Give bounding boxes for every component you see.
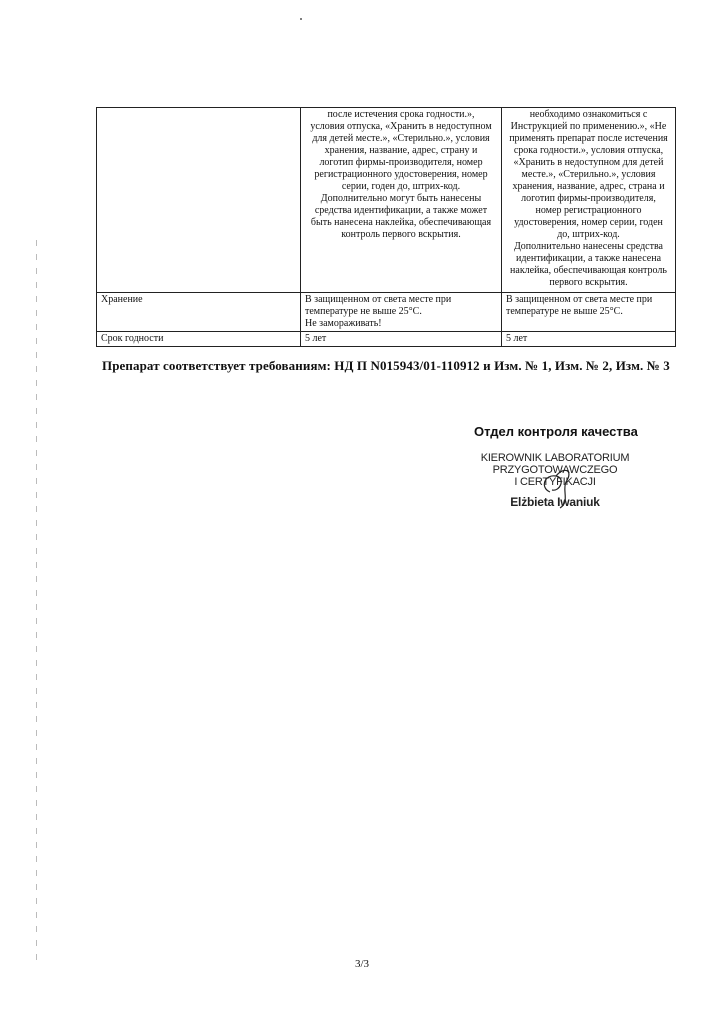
handwritten-signature bbox=[530, 462, 590, 512]
text-line: 5 лет bbox=[305, 333, 327, 344]
text-line: В защищенном от света месте при bbox=[305, 294, 452, 305]
text-line: температуре не выше 25°С. bbox=[506, 306, 623, 317]
specification-table bbox=[96, 107, 676, 347]
row-requirement bbox=[301, 293, 502, 332]
text-line: хранения, название, адрес, страну и bbox=[324, 145, 478, 156]
row-result bbox=[502, 108, 676, 293]
stamp-line: I CERTYFIKACJI bbox=[514, 476, 596, 488]
row-requirement bbox=[301, 108, 502, 293]
text-line: хранения, название, адрес, страна и bbox=[512, 181, 665, 192]
row-result bbox=[502, 332, 676, 347]
quality-control-department: Отдел контроля качества bbox=[474, 424, 638, 439]
text-line: логотип фирмы-производителя, номер bbox=[319, 157, 483, 168]
stamp-line: PRZYGOTOWAWCZEGO bbox=[492, 464, 618, 476]
row-label-storage: Хранение bbox=[97, 293, 301, 332]
stamp-name: Elżbieta Iwaniuk bbox=[510, 495, 600, 509]
text-line: первого вскрытия. bbox=[549, 277, 628, 288]
table-row bbox=[97, 108, 676, 293]
text-line: 5 лет bbox=[506, 333, 528, 344]
text-line: удостоверения, номер серии, годен bbox=[514, 217, 663, 228]
row-label-shelf-life: Срок годности bbox=[97, 332, 301, 347]
text-line: Дополнительно могут быть нанесены bbox=[320, 193, 482, 204]
text-line: необходимо ознакомиться с bbox=[529, 109, 648, 120]
text-line: В защищенном от света месте при bbox=[506, 294, 653, 305]
text-line: идентификации, а также нанесена bbox=[515, 253, 662, 264]
scan-edge-line bbox=[36, 240, 37, 960]
scan-dot bbox=[300, 18, 302, 20]
text-line: Инструкцией по применению.», «Не bbox=[510, 121, 667, 132]
text-line: быть нанесена наклейка, обеспечивающая bbox=[310, 217, 492, 228]
text-line: применять препарат после истечения bbox=[509, 133, 668, 144]
text-line: наклейка, обеспечивающая контроль bbox=[510, 265, 667, 276]
text-line: месте.», «Стерильно.», условия bbox=[521, 169, 656, 180]
text-line: условия отпуска, «Хранить в недоступном bbox=[310, 121, 492, 132]
text-line: температуре не выше 25°С. bbox=[305, 306, 422, 317]
stamp-line: KIEROWNIK LABORATORIUM bbox=[480, 452, 630, 464]
table-row bbox=[97, 293, 676, 332]
text-line: «Хранить в недоступном для детей bbox=[513, 157, 664, 168]
text-line: серии, годен до, штрих-код. bbox=[341, 181, 461, 192]
text-line: после истечения срока годности.», bbox=[327, 109, 475, 120]
text-line: Дополнительно нанесены средства bbox=[513, 241, 663, 252]
text-line: контроль первого вскрытия. bbox=[341, 229, 461, 240]
text-line: логотип фирмы-производителя, bbox=[521, 193, 656, 204]
page-number: 3/3 bbox=[354, 958, 370, 970]
text-line: номер регистрационного bbox=[535, 205, 642, 216]
row-requirement bbox=[301, 332, 502, 347]
text-line: для детей месте.», «Стерильно.», условия bbox=[312, 133, 490, 144]
text-line: срока годности.», условия отпуска, bbox=[513, 145, 664, 156]
row-label bbox=[97, 108, 301, 293]
text-line: средства идентификации, а также может bbox=[314, 205, 488, 216]
text-line: до, штрих-код. bbox=[557, 229, 620, 240]
text-line: регистрационного удостоверения, номер bbox=[314, 169, 488, 180]
text-line: Не замораживать! bbox=[305, 318, 382, 329]
row-result bbox=[502, 293, 676, 332]
compliance-statement: Препарат соответствует требованиям: НД П N015943/01-110912 и Изм. № 1, Изм. № 2, Изм. № 3 bbox=[102, 358, 670, 373]
table-row bbox=[97, 332, 676, 347]
